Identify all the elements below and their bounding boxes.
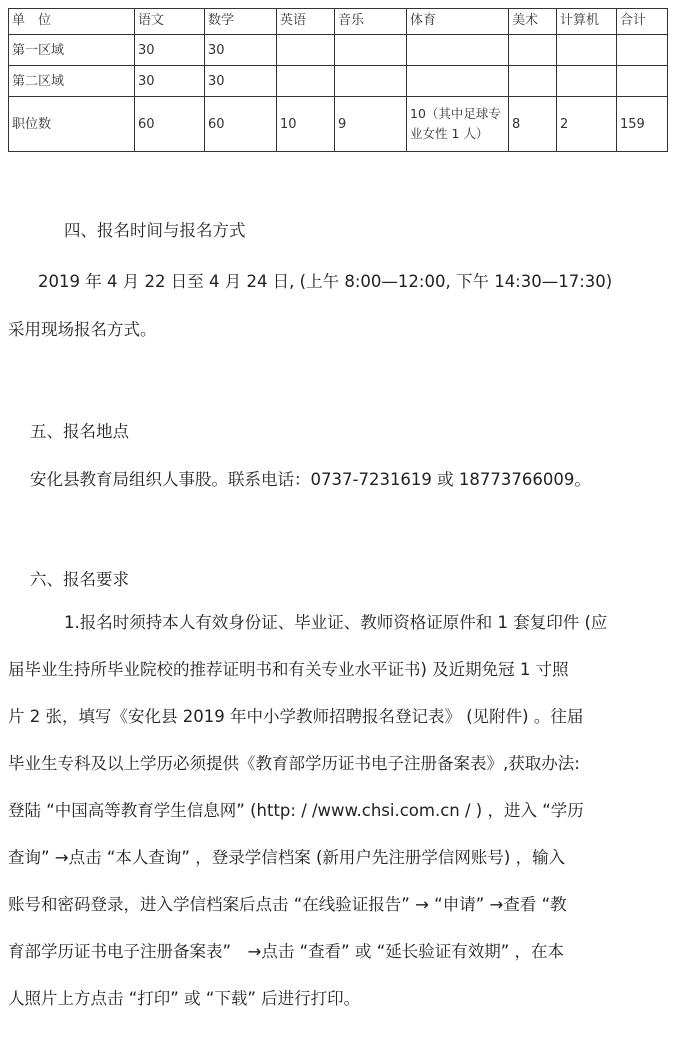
paragraph-line: 人照片上方点击 “打印” 或 “下载” 后进行打印。 xyxy=(8,989,361,1008)
table-cell xyxy=(557,35,617,66)
table-cell xyxy=(335,35,407,66)
header-cell: 音乐 xyxy=(335,9,407,35)
table-cell xyxy=(557,66,617,97)
section-heading: 五、报名地点 xyxy=(30,422,129,441)
paragraph-line: 采用现场报名方式。 xyxy=(8,320,157,339)
header-cell: 单 位 xyxy=(9,9,135,35)
table-cell: 30 xyxy=(135,66,205,97)
paragraph-line: 1.报名时须持本人有效身份证、毕业证、教师资格证原件和 1 套复印件 (应 xyxy=(64,613,608,632)
recruitment-quota-table xyxy=(8,8,668,152)
table-cell: 2 xyxy=(557,97,617,152)
table-cell xyxy=(407,35,509,66)
table-cell: 60 xyxy=(135,97,205,152)
section-heading: 六、报名要求 xyxy=(30,570,129,589)
table-cell: 30 xyxy=(205,35,277,66)
table-cell xyxy=(617,66,668,97)
table-cell: 8 xyxy=(509,97,557,152)
table-cell: 159 xyxy=(617,97,668,152)
header-cell: 数学 xyxy=(205,9,277,35)
table-cell: 职位数 xyxy=(9,97,135,152)
table-cell: 10 xyxy=(277,97,335,152)
header-cell: 合计 xyxy=(617,9,668,35)
paragraph-line: 查询” →点击 “本人查询” ，登录学信档案 (新用户先注册学信网账号) ，输入 xyxy=(8,848,566,867)
table-cell xyxy=(277,35,335,66)
paragraph-line: 登陆 “中国高等教育学生信息网” (http: / /www.chsi.com.cn / ) ，进入 “学历 xyxy=(8,801,584,820)
table-cell xyxy=(407,66,509,97)
paragraph-line: 安化县教育局组织人事股。联系电话：0737-7231619 或 18773766009。 xyxy=(30,470,591,489)
table-row xyxy=(9,66,668,97)
table-cell: 30 xyxy=(135,35,205,66)
header-cell: 美术 xyxy=(509,9,557,35)
header-cell: 计算机 xyxy=(557,9,617,35)
paragraph-line: 2019 年 4 月 22 日至 4 月 24 日, (上午 8:00—12:00, 下午 14:30—17:30) xyxy=(38,272,613,291)
table-cell: 10（其中足球专业女性 1 人） xyxy=(407,97,509,152)
paragraph-line: 片 2 张，填写《安化县 2019 年中小学教师招聘报名登记表》 (见附件) 。往届 xyxy=(8,707,584,726)
table-row-total xyxy=(9,97,668,152)
table-cell: 第一区域 xyxy=(9,35,135,66)
paragraph-line: 账号和密码登录，进入学信档案后点击 “在线验证报告” → “申请” →查看 “教 xyxy=(8,895,567,914)
table-cell xyxy=(509,35,557,66)
header-cell: 体育 xyxy=(407,9,509,35)
table-row xyxy=(9,35,668,66)
header-cell: 语文 xyxy=(135,9,205,35)
section-heading: 四、报名时间与报名方式 xyxy=(64,221,246,240)
table-cell xyxy=(335,66,407,97)
table-cell: 60 xyxy=(205,97,277,152)
table-cell: 9 xyxy=(335,97,407,152)
table-cell xyxy=(617,35,668,66)
table-cell xyxy=(277,66,335,97)
table-header-row xyxy=(9,9,668,35)
table-cell: 第二区域 xyxy=(9,66,135,97)
paragraph-line: 毕业生专科及以上学历必须提供《教育部学历证书电子注册备案表》,获取办法: xyxy=(8,754,580,773)
requirements-paragraph xyxy=(8,608,668,1038)
table-cell: 30 xyxy=(205,66,277,97)
paragraph-line: 育部学历证书电子注册备案表” →点击 “查看” 或 “延长验证有效期” ，在本 xyxy=(8,942,565,961)
table-cell xyxy=(509,66,557,97)
paragraph-line: 届毕业生持所毕业院校的推荐证明书和有关专业水平证书) 及近期免冠 1 寸照 xyxy=(8,660,569,679)
header-cell: 英语 xyxy=(277,9,335,35)
